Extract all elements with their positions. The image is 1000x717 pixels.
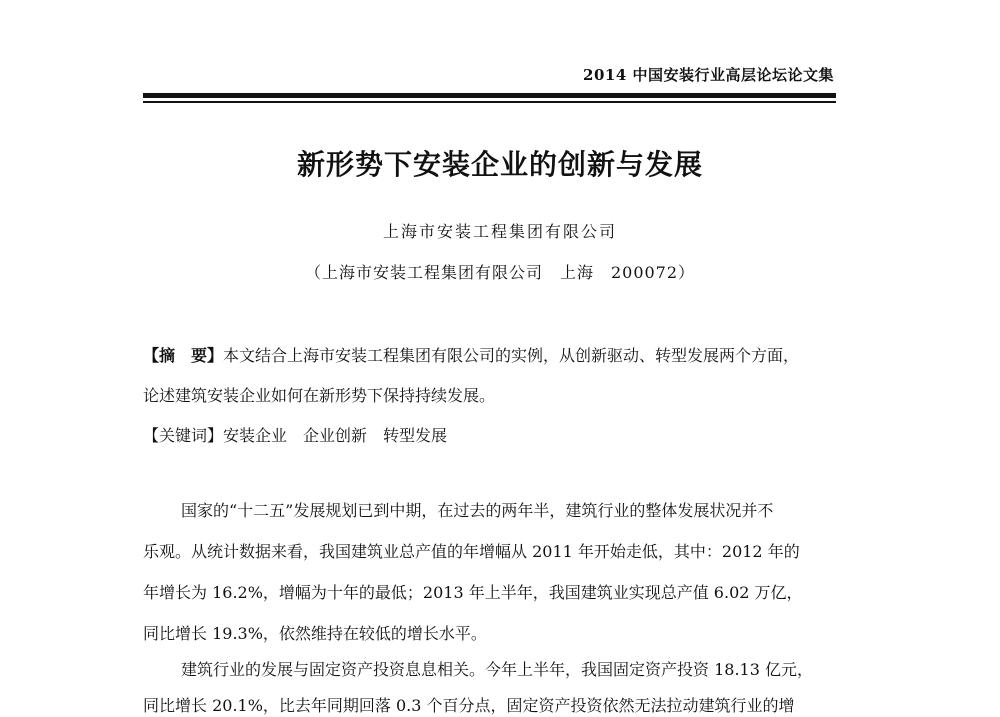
header-rule-thin: [143, 101, 836, 103]
abstract-line-2: 论述建筑安装企业如何在新形势下保持持续发展。: [143, 386, 496, 405]
paper-title: 新形势下安装企业的创新与发展: [296, 148, 703, 181]
keywords-line: [143, 423, 447, 446]
body-line: 年增长为 16.2%，增幅为十年的最低；2013 年上半年，我国建筑业实现总产值 6.02 万亿，: [143, 583, 803, 602]
header-rule-thick: [143, 93, 836, 98]
abstract-text-1: 本文结合上海市安装工程集团有限公司的实例，从创新驱动、转型发展两个方面，: [223, 346, 800, 365]
abstract-label: 【摘 要】: [143, 346, 224, 365]
body-line: 同比增长 20.1%，比去年同期回落 0.3 个百分点，固定资产投资依然无法拉动建筑行业的增: [143, 696, 795, 715]
keywords-label: 【关键词】: [143, 426, 224, 445]
author-affiliation: （上海市安装工程集团有限公司 上海 200072）: [304, 263, 696, 282]
keywords-text: 安装企业 企业创新 转型发展: [223, 426, 448, 445]
body-line: 国家的“十二五”发展规划已到中期，在过去的两年半，建筑行业的整体发展状况并不: [181, 501, 774, 520]
body-line: 同比增长 19.3%，依然维持在较低的增长水平。: [143, 624, 487, 643]
running-header: 2014 中国安装行业高层论坛论文集: [583, 66, 834, 84]
body-line: 建筑行业的发展与固定资产投资息息相关。今年上半年，我国固定资产投资 18.13 亿元，: [181, 660, 813, 679]
abstract-line-1: [143, 343, 799, 366]
body-line: 乐观。从统计数据来看，我国建筑业总产值的年增幅从 2011 年开始走低，其中：2012 年的: [143, 542, 800, 561]
author-organization: 上海市安装工程集团有限公司: [382, 222, 617, 241]
